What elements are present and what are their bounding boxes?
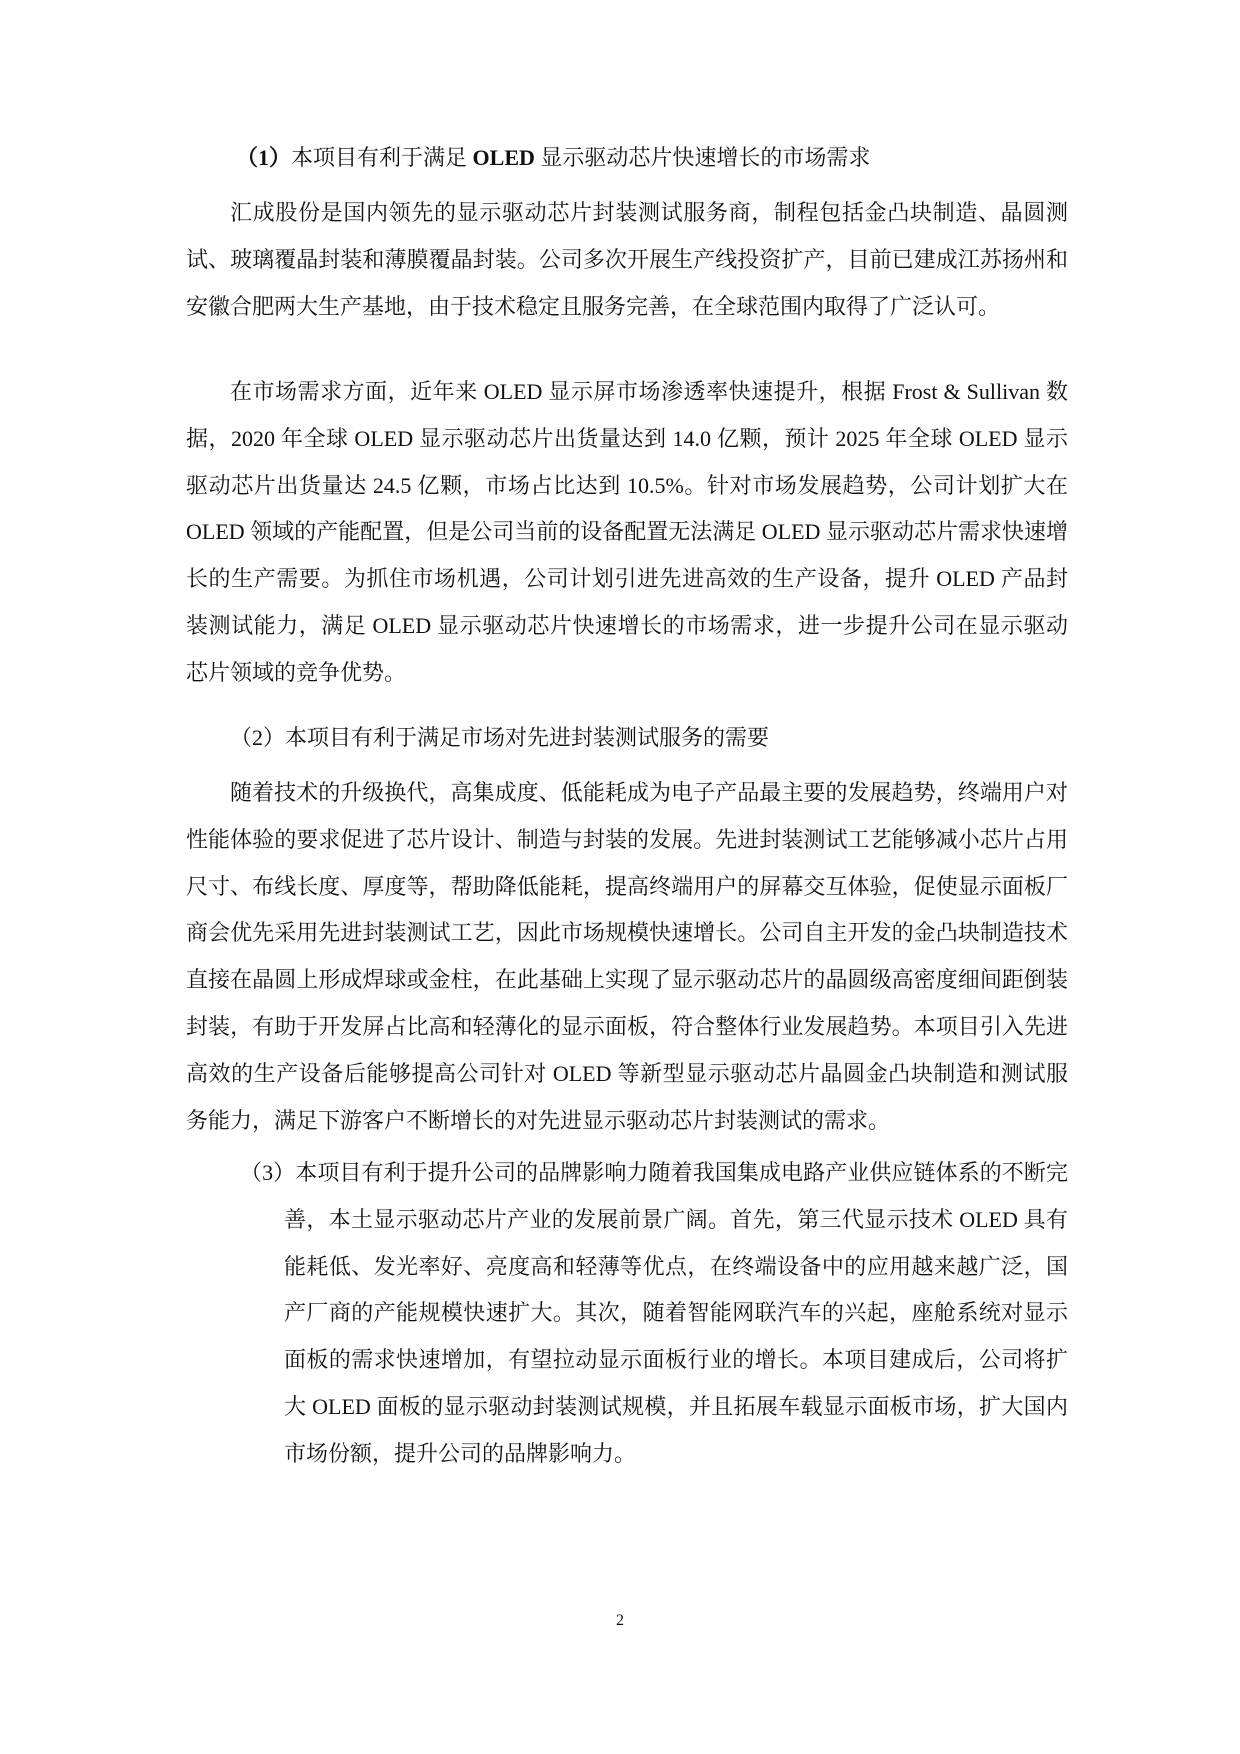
section-1-heading-text-b: 显示驱动芯片快速增长的市场需求 [534,145,871,170]
section-3-paragraph: （3）本项目有利于提升公司的品牌影响力随着我国集成电路产业供应链体系的不断完善，本土显示驱动芯片产业的发展前景广阔。首先，第三代显示技术 OLED 具有能耗低、发光率好、亮度高和轻薄等优点，在终端设备中的应用越来越广泛，国产厂商的产能规模快速扩大。其次，随着智能网联汽车的兴起，座舱系统对显示面板的需求快速增加，有望拉动显示面板行业的增长。本项目建成后，公司将扩大 OLED 面板的显示驱动封装测试规模，并且拓展车载显示面板市场，扩大国内市场份额，提升公司的品牌影响力。 [240,1160,1068,1466]
section-1-heading-text-a: 本项目有利于满足 [291,145,473,170]
section-1-heading-bold: OLED [472,145,535,170]
section-1-paragraph-2: 在市场需求方面，近年来 OLED 显示屏市场渗透率快速提升，根据 Frost & Sullivan 数据，2020 年全球 OLED 显示驱动芯片出货量达到 14.0 亿颗，预计 2025 年全球 OLED 显示驱动芯片出货量达 24.5 亿颗，市场占比达到 10.5%。针对市场发展趋势，公司计划扩大在 OLED 领域的产能配置，但是公司当前的设备配置无法满足 OLED 显示驱动芯片需求快速增长的生产需要。为抓住市场机遇，公司计划引进先进高效的生产设备，提升 OLED 产品封装测试能力，满足 OLED 显示驱动芯片快速增长的市场需求，进一步提升公司在显示驱动芯片领域的竞争优势。 [186,379,1068,685]
section-1-paragraph-1: 汇成股份是国内领先的显示驱动芯片封装测试服务商，制程包括金凸块制造、晶圆测试、玻璃覆晶封装和薄膜覆晶封装。公司多次开展生产线投资扩产，目前已建成江苏扬州和安徽合肥两大生产基地，由于技术稳定且服务完善，在全球范围内取得了广泛认可。 [186,200,1068,319]
section-1-heading [186,143,1068,173]
section-1-number: （1） [236,145,292,170]
section-2-paragraph-1: 随着技术的升级换代，高集成度、低能耗成为电子产品最主要的发展趋势，终端用户对性能体验的要求促进了芯片设计、制造与封装的发展。先进封装测试工艺能够减小芯片占用尺寸、布线长度、厚度等，帮助降低能耗，提高终端用户的屏幕交互体验，促使显示面板厂商会优先采用先进封装测试工艺，因此市场规模快速增长。公司自主开发的金凸块制造技术直接在晶圆上形成焊球或金柱，在此基础上实现了显示驱动芯片的晶圆级高密度细间距倒装封装，有助于开发屏占比高和轻薄化的显示面板，符合整体行业发展趋势。本项目引入先进高效的生产设备后能够提高公司针对 OLED 等新型显示驱动芯片晶圆金凸块制造和测试服务能力，满足下游客户不断增长的对先进显示驱动芯片封装测试的需求。 [186,780,1068,1133]
section-2-heading: （2）本项目有利于满足市场对先进封装测试服务的需要 [230,725,770,750]
page-number: 2 [616,1612,624,1629]
